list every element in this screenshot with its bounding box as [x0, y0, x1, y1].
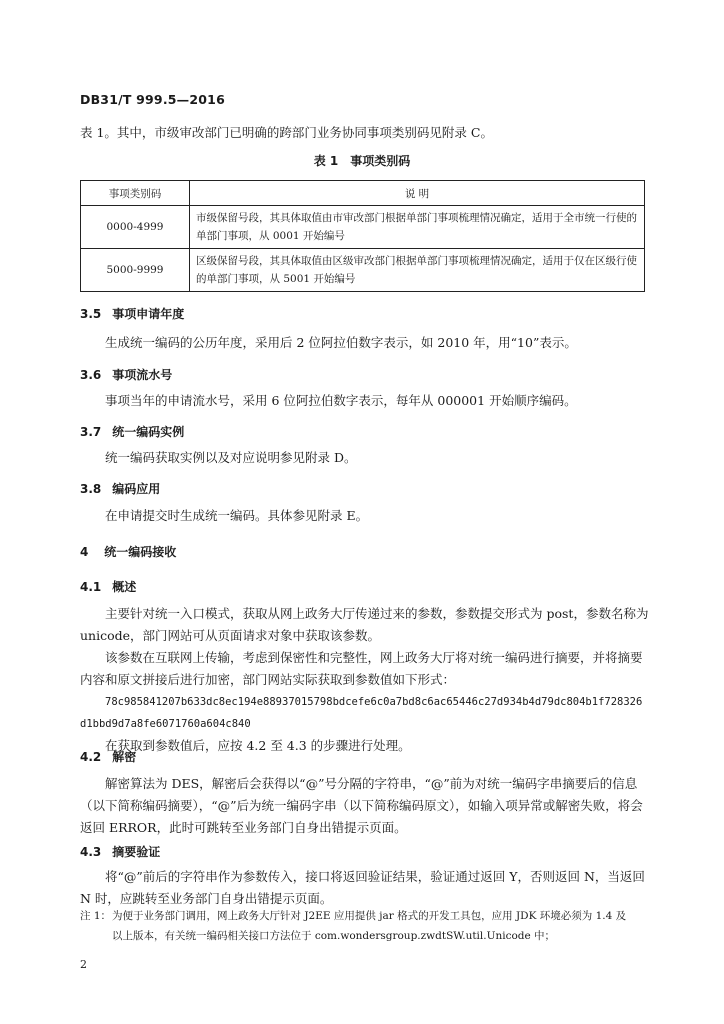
section-body-4-2	[80, 773, 650, 839]
footnote-text-line2: 以上版本，有关统一编码相关接口方法位于 com.wondersgroup.zwdtSW.util.Unicode 中；	[112, 930, 556, 942]
section-body-4-1	[80, 603, 650, 757]
section-number: 3.5	[80, 307, 102, 321]
section-title: 事项流水号	[112, 368, 173, 382]
table-cell-desc: 市级保留号段，其具体取值由市审改部门根据单部门事项梳理情况确定，适用于全市统一行使的单部门事项，从 0001 开始编号	[190, 206, 645, 249]
table-cell-desc: 区级保留号段，其具体取值由区级审改部门根据单部门事项梳理情况确定，适用于仅在区级行使的单部门事项，从 5001 开始编号	[190, 249, 645, 292]
section-body-3-8	[80, 505, 650, 527]
section-heading-3-6	[80, 366, 172, 383]
table-cell-code: 0000-4999	[81, 206, 190, 249]
paragraph: 主要针对统一入口模式，获取从网上政务大厅传递过来的参数，参数提交形式为 post，参数名称为 unicode，部门网站可从页面请求对象中获取该参数。	[80, 606, 649, 643]
section-title: 编码应用	[112, 482, 161, 496]
section-body-3-5	[80, 332, 650, 354]
section-title: 统一编码实例	[112, 425, 185, 439]
section-heading-3-5	[80, 305, 184, 322]
table-header-row	[81, 181, 645, 206]
section-number: 3.7	[80, 425, 102, 439]
page-number: 2	[80, 958, 87, 971]
table-row	[81, 206, 645, 249]
paragraph: 事项当年的申请流水号，采用 6 位阿拉伯数字表示，每年从 000001 开始顺序编码。	[105, 393, 577, 408]
section-heading-4-3	[80, 843, 160, 860]
paragraph: 解密算法为 DES，解密后会获得以“@”号分隔的字符串，“@”前为对统一编码字串摘要后的信息（以下简称编码摘要），“@”后为统一编码字串（以下简称编码原文），如输入项异常或解密失败，将会返回 ERROR，此时可跳转至业务部门自身出错提示页面。	[80, 776, 643, 835]
table-header-code: 事项类别码	[81, 181, 190, 206]
table-header-desc: 说 明	[190, 181, 645, 206]
section-number: 4.2	[80, 750, 102, 764]
section-heading-4-1	[80, 578, 136, 595]
paragraph: 将“@”前后的字符串作为参数传入，接口将返回验证结果，验证通过返回 Y，否则返回 N，当返回 N 时，应跳转至业务部门自身出错提示页面。	[80, 869, 645, 906]
section-heading-4-2	[80, 748, 136, 765]
paragraph: 在申请提交时生成统一编码。具体参见附录 E。	[105, 508, 369, 523]
section-heading-3-8	[80, 480, 160, 497]
paragraph: 生成统一编码的公历年度，采用后 2 位阿拉伯数字表示，如 2010 年，用“10”表示。	[105, 335, 577, 350]
paragraph: 该参数在互联网上传输，考虑到保密性和完整性，网上政务大厅将对统一编码进行摘要，并将摘要内容和原文拼接后进行加密，部门网站实际获取到参数值如下形式：	[80, 650, 643, 687]
footnote-text-line1: 为便于业务部门调用，网上政务大厅针对 J2EE 应用提供 jar 格式的开发工具包，应用 JDK 环境必须为 1.4 及	[112, 910, 627, 922]
section-title: 事项申请年度	[112, 307, 185, 321]
section-body-4-3	[80, 866, 650, 910]
footnote-label: 注 1：	[80, 910, 112, 922]
section-number: 3.8	[80, 482, 102, 496]
category-code-table	[80, 180, 645, 292]
section-number: 4	[80, 545, 89, 559]
encrypted-parameter-line: d1bbd9d7a8fe6071760a604c840	[80, 718, 251, 730]
footnote	[80, 906, 650, 946]
section-title: 解密	[112, 750, 137, 764]
section-title: 摘要验证	[112, 845, 161, 859]
section-title: 概述	[112, 580, 137, 594]
table-row	[81, 249, 645, 292]
document-code-header: DB31/T 999.5—2016	[80, 92, 225, 107]
section-body-3-7	[80, 447, 650, 469]
paragraph: 统一编码获取实例以及对应说明参见附录 D。	[105, 450, 357, 465]
intro-paragraph: 表 1。其中，市级审改部门已明确的跨部门业务协同事项类别码见附录 C。	[80, 125, 493, 140]
section-heading-3-7	[80, 423, 184, 440]
encrypted-parameter-line: 78c985841207b633dc8ec194e88937015798bdcefe6c0a7bd8c6ac65446c27d934b4d79dc804b1f728326	[105, 696, 643, 708]
table-cell-code: 5000-9999	[81, 249, 190, 292]
section-number: 3.6	[80, 368, 102, 382]
paragraph: 在获取到参数值后，应按 4.2 至 4.3 的步骤进行处理。	[105, 738, 411, 753]
table-title: 表 1 事项类别码	[313, 154, 411, 168]
section-body-3-6	[80, 390, 650, 412]
chapter-heading-4	[80, 543, 176, 560]
section-number: 4.1	[80, 580, 102, 594]
section-title: 统一编码接收	[104, 545, 177, 559]
section-number: 4.3	[80, 845, 102, 859]
